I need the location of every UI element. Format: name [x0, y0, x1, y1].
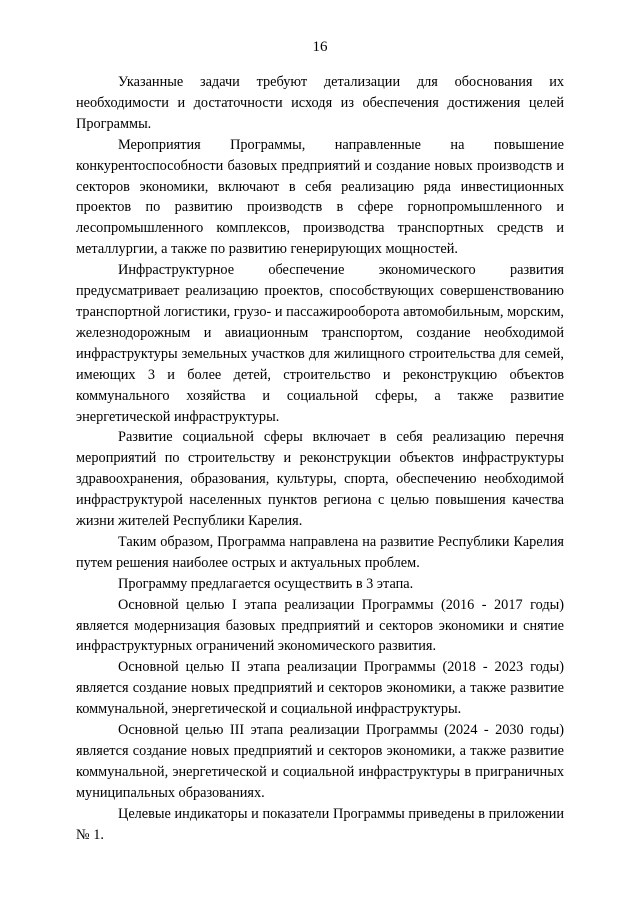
- body-text: [76, 72, 564, 846]
- paragraph-stage-1: Основной целью I этапа реализации Программы (2016 - 2017 годы) является модернизация базовых предприятий и секторов экономики и снятие инфраструктурных ограничений экономического развития.: [76, 596, 564, 655]
- paragraph-tasks-detail: Указанные задачи требуют детализации для обоснования их необходимости и достаточности исходя из обеспечения достижения целей Программы.: [76, 74, 564, 132]
- paragraph-stage-2: Основной целью II этапа реализации Программы (2018 - 2023 годы) является создание новых предприятий и секторов экономики, а также развитие коммунальной, энергетической и социальной инфраструктуры.: [76, 659, 564, 718]
- page-number: 16: [312, 39, 328, 55]
- paragraph-target-indicators: Целевые индикаторы и показатели Программы приведены в приложении № 1.: [76, 805, 564, 843]
- paragraph-program-aim: Таким образом, Программа направлена на развитие Республики Карелия путем решения наиболее острых и актуальных проблем.: [76, 533, 564, 571]
- paragraph-infrastructure-support: Инфраструктурное обеспечение экономического развития предусматривает реализацию проектов, способствующих совершенствованию транспортной логистики, грузо- и пассажирооборота автомобильным, морским, железнодорожным и авиационным транспортом, создание необходимой инфраструктуры земельных участков для жилищного строительства для семей, имеющих 3 и более детей, строительство и реконструкцию объектов коммунального хозяйства и социальной сферы, а также развитие энергетической инфраструктуры.: [76, 262, 564, 425]
- paragraph-stage-3: Основной целью III этапа реализации Программы (2024 - 2030 годы) является создание новых предприятий и секторов экономики, а также развитие коммунальной, энергетической и социальной инфраструктуры в приграничных муниципальных образованиях.: [76, 722, 564, 801]
- paragraph-three-stages: Программу предлагается осуществить в 3 этапа.: [118, 575, 414, 592]
- paragraph-competitiveness-measures: Мероприятия Программы, направленные на повышение конкурентоспособности базовых предприятий и создание новых производств и секторов экономики, включают в себя реализацию ряда инвестиционных проектов по развитию производств в сфере горнопромышленного и лесопромышленного комплексов, производства транспортных средств и металлургии, а также по развитию генерирующих мощностей.: [76, 136, 564, 258]
- paragraph-social-sphere: Развитие социальной сферы включает в себя реализацию перечня мероприятий по строительству и реконструкции объектов инфраструктуры здравоохранения, образования, культуры, спорта, обеспечению необходимой инфраструктурой населенных пунктов региона с целью повышения качества жизни жителей Республики Карелия.: [76, 429, 564, 530]
